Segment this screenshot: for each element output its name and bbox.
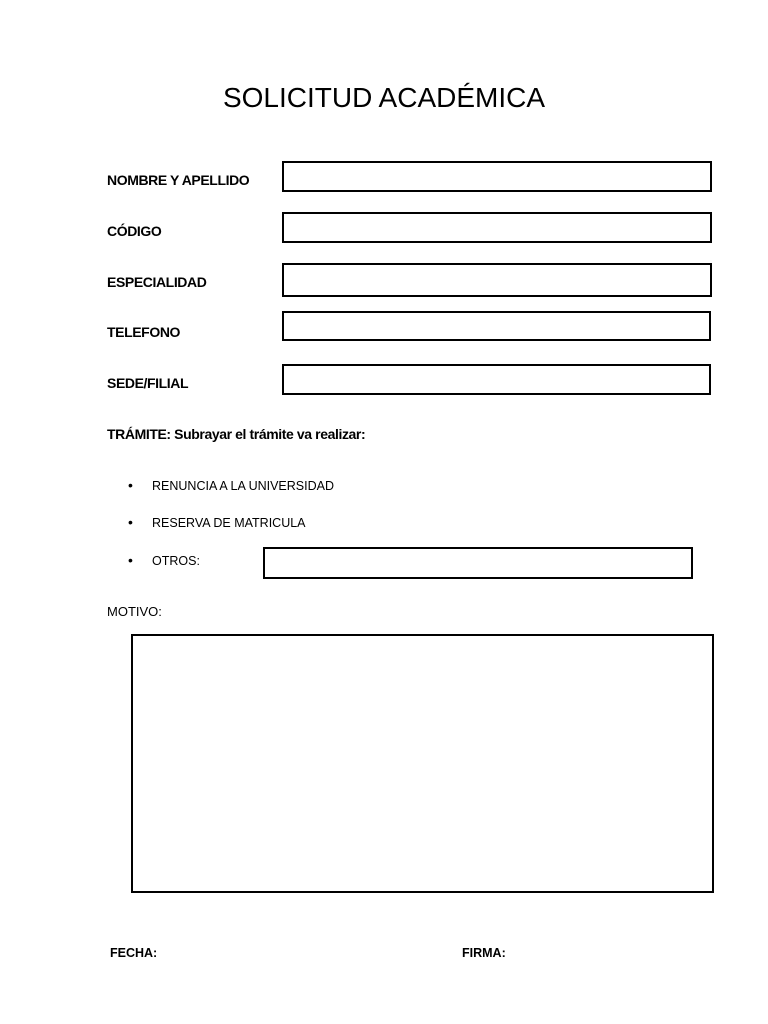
especialidad-field[interactable]	[282, 263, 712, 297]
motivo-textarea[interactable]	[131, 634, 714, 893]
option-reserva: RESERVA DE MATRICULA	[152, 516, 306, 530]
telefono-label: TELEFONO	[107, 324, 181, 340]
bullet-icon: •	[128, 552, 133, 568]
telefono-field[interactable]	[282, 311, 711, 341]
option-otros: OTROS:	[152, 554, 200, 568]
tramite-heading: TRÁMITE: Subrayar el trámite va realizar:	[107, 426, 366, 442]
sede-field[interactable]	[282, 364, 711, 395]
nombre-label: NOMBRE Y APELLIDO	[107, 172, 250, 188]
fecha-label: FECHA:	[110, 946, 158, 960]
bullet-icon: •	[128, 514, 133, 530]
codigo-field[interactable]	[282, 212, 712, 243]
motivo-label: MOTIVO:	[107, 604, 162, 619]
otros-field[interactable]	[263, 547, 693, 579]
firma-label: FIRMA:	[462, 946, 506, 960]
bullet-icon: •	[128, 477, 133, 493]
codigo-label: CÓDIGO	[107, 223, 162, 239]
page-title: SOLICITUD ACADÉMICA	[222, 82, 546, 113]
sede-label: SEDE/FILIAL	[107, 375, 189, 391]
option-renuncia: RENUNCIA A LA UNIVERSIDAD	[152, 479, 335, 493]
nombre-field[interactable]	[282, 161, 712, 192]
especialidad-label: ESPECIALIDAD	[107, 274, 207, 290]
